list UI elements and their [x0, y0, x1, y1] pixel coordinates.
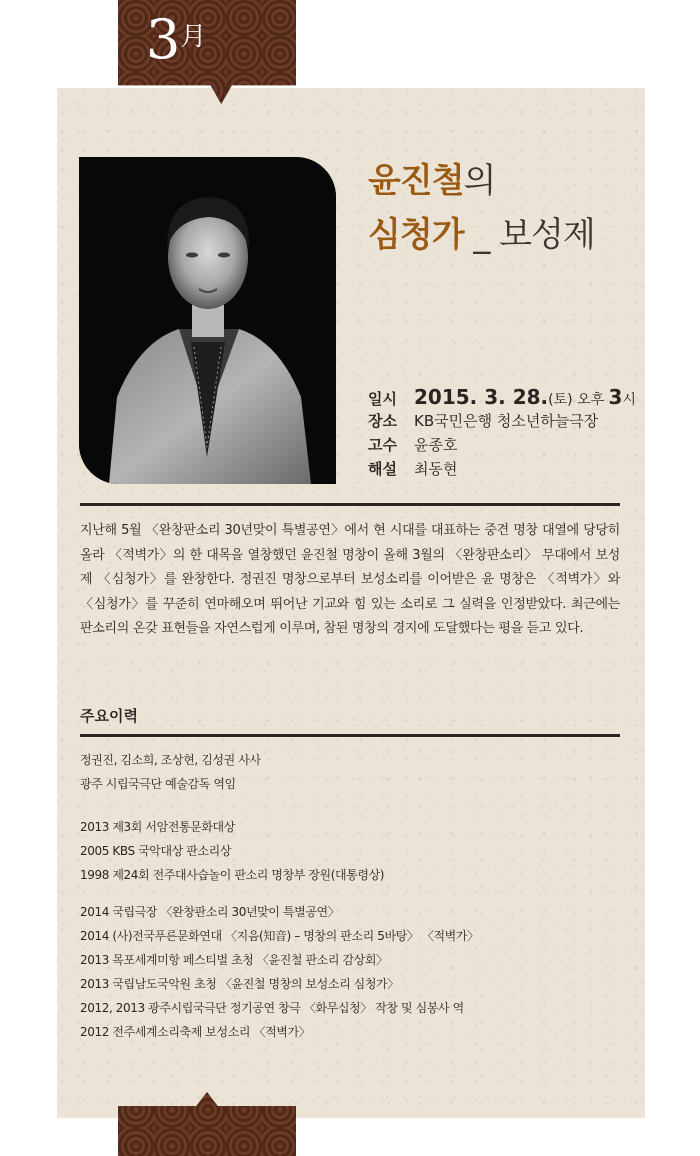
divider: [80, 503, 620, 506]
month-unit: 月: [180, 22, 207, 52]
title-particle: 의: [463, 161, 496, 201]
career-heading: 주요이력: [80, 707, 138, 725]
performance-info: [368, 385, 636, 481]
date-day: (토): [548, 392, 573, 408]
career-item: 2013 목포세계미항 페스티벌 초청 〈윤진철 판소리 감상회〉: [80, 953, 388, 967]
info-label: 고수: [368, 436, 397, 454]
description-paragraph: 지난해 5월 〈완창판소리 30년맞이 특별공연〉에서 현 시대를 대표하는 중견 명창 대열에 당당히 올라 〈적벽가〉의 한 대목을 열창했던 윤진철 명창이 올해 3월의 〈완창판소리〉 무대에서 보성제 〈심청가〉를 완창한다. 정권진 명창으로부터 보성소리를 이어받은 윤 명창은 〈적벽가〉와 〈심청가〉를 꾸준히 연마해오며 뛰어난 기교와 힘 있는 소리로 그 실력을 인정받았다. 최근에는 판소리의 온갖 표현들을 자연스럽게 이루며, 참된 명창의 경지에 도달했다는 평을 듣고 있다.: [80, 523, 620, 636]
info-row-drummer: [368, 433, 636, 457]
career-item: 2014 국립극장 〈완창판소리 30년맞이 특별공연〉: [80, 905, 340, 919]
month-number: 3: [146, 8, 181, 71]
performance-title: [368, 157, 595, 259]
date-hour: 3: [608, 385, 623, 409]
career-item: 정권진, 김소희, 조상현, 김성권 사사: [80, 753, 261, 767]
performer-photo: [79, 157, 336, 484]
info-row-venue: [368, 409, 636, 433]
career-group-performances: [80, 900, 479, 1044]
career-group-teachers: [80, 748, 261, 796]
info-label: 해설: [368, 460, 397, 478]
info-value: 최동현: [414, 460, 458, 478]
career-item: 2014 (사)전국푸른문화연대 〈지음(知音) – 명창의 판소리 5바탕〉 〈적벽가〉: [80, 929, 479, 943]
date-unit: 시: [622, 392, 636, 408]
career-item: 2013 국립남도국악원 초청 〈윤진철 명창의 보성소리 심청가〉: [80, 977, 399, 991]
career-item: 2012 전주세계소리축제 보성소리 〈적벽가〉: [80, 1025, 311, 1039]
career-item: 2005 KBS 국악대상 판소리상: [80, 844, 232, 858]
info-label: 장소: [368, 412, 397, 430]
info-value: KB국민은행 청소년하늘극장: [414, 412, 599, 430]
school-name: 보성제: [499, 215, 595, 255]
career-item: 2012, 2013 광주시립국극단 정기공연 창극 〈화무십청〉 작창 및 심봉사 역: [80, 1001, 464, 1015]
info-value: 윤종호: [414, 436, 458, 454]
divider: [80, 734, 620, 737]
career-item: 2013 제3회 서암전통문화대상: [80, 820, 235, 834]
info-label: 일시: [368, 390, 397, 408]
date-value: 2015. 3. 28.: [414, 385, 549, 409]
info-value: [414, 385, 636, 412]
work-name: 심청가: [368, 215, 464, 255]
month-heading: [146, 10, 206, 70]
career-item: 1998 제24회 전주대사습놀이 판소리 명창부 장원(대통령상): [80, 868, 385, 882]
performer-name: 윤진철: [368, 161, 464, 201]
title-separator: _: [463, 215, 500, 255]
info-row-commentary: [368, 457, 636, 481]
career-group-awards: [80, 815, 384, 887]
date-ampm: 오후: [572, 392, 609, 408]
info-row-date: [368, 385, 636, 409]
career-item: 광주 시립국극단 예술감독 역임: [80, 777, 236, 791]
